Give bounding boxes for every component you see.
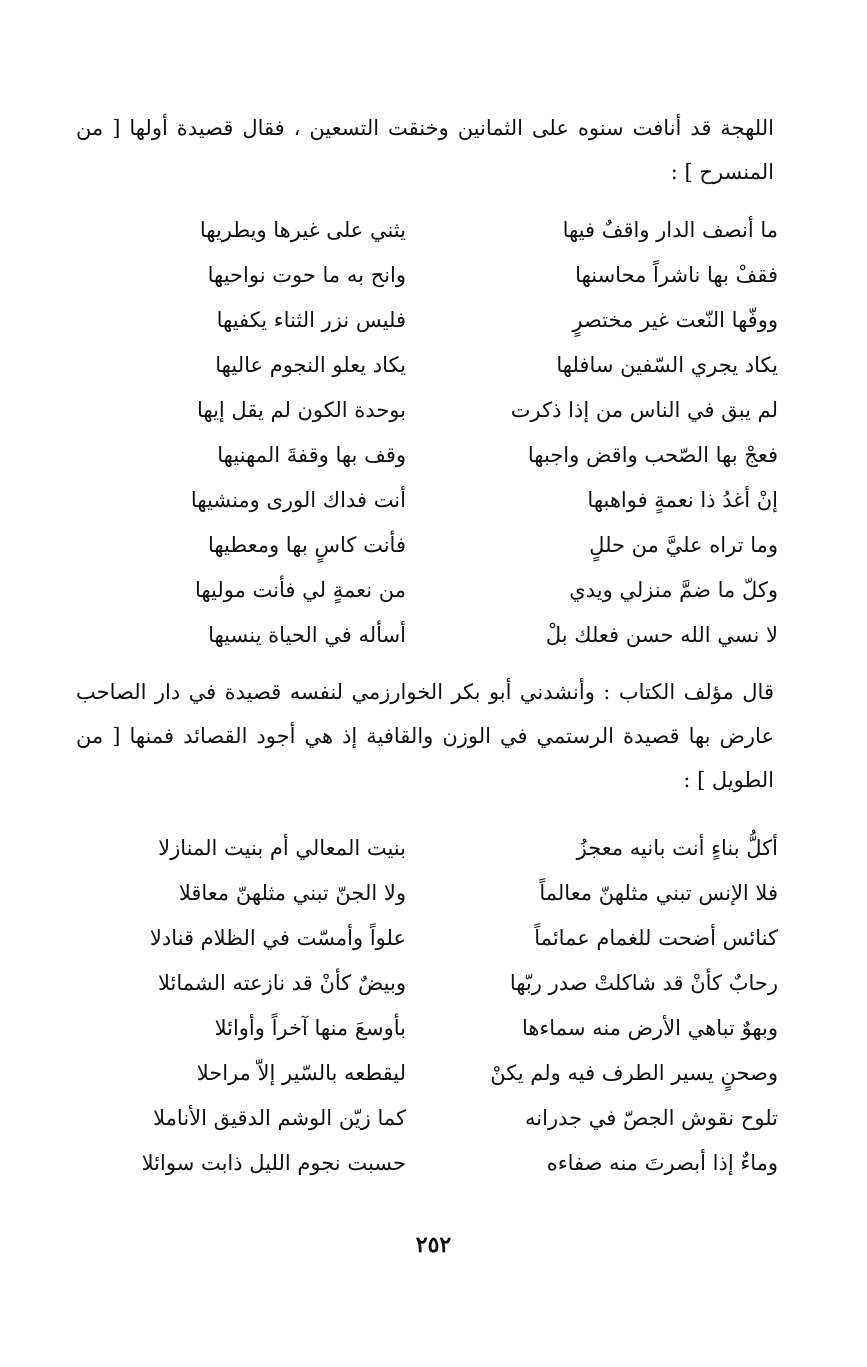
verse-line xyxy=(76,826,778,871)
second-paragraph xyxy=(76,670,774,802)
second-hemistich: أنت فداك الورى ومنشيها xyxy=(190,488,406,512)
first-hemistich: فلا الإنس تبني مثلهنّ معالماً xyxy=(539,881,778,905)
second-hemistich: وبيضٌ كأنْ قد نازعته الشمائلا xyxy=(157,971,406,995)
second-hemistich: بوحدة الكون لم يقل إيها xyxy=(196,398,406,422)
first-hemistich: إنْ أغدُ ذا نعمةٍ فواهبها xyxy=(587,488,778,512)
second-hemistich: فليس نزر الثناء يكفيها xyxy=(216,308,406,332)
verse-line xyxy=(76,1006,778,1051)
intro-paragraph-text: اللهجة قد أنافت سنوه على الثمانين وخنقت التسعين ، فقال قصيدة أولها [ من المنسرح ] : xyxy=(76,116,774,184)
first-hemistich: وكلّ ما ضمَّ منزلي ويدي xyxy=(569,578,778,602)
second-hemistich: من نعمةٍ لي فأنت موليها xyxy=(194,578,406,602)
first-hemistich: يكاد يجري السّفين سافلها xyxy=(556,353,778,377)
verse-line xyxy=(76,433,778,478)
verse-line xyxy=(76,871,778,916)
second-hemistich: وقف بها وقفةَ المهنيها xyxy=(217,443,406,467)
first-hemistich: لم يبق في الناس من إذا ذكرت xyxy=(510,398,778,422)
verse-line xyxy=(76,613,778,658)
verse-line xyxy=(76,1096,778,1141)
verse-line xyxy=(76,961,778,1006)
first-hemistich: وما تراه عليَّ من حللٍ xyxy=(589,533,778,557)
verse-line xyxy=(76,388,778,433)
verse-line xyxy=(76,343,778,388)
second-hemistich: كما زيّن الوشم الدقيق الأناملا xyxy=(153,1106,406,1130)
page-number: ٢٥٢ xyxy=(415,1232,452,1258)
poem-1 xyxy=(76,208,778,658)
second-hemistich: بأوسعَ منها آخراً وأوائلا xyxy=(214,1016,406,1040)
second-hemistich: وانح به ما حوت نواحيها xyxy=(207,263,406,287)
verse-line xyxy=(76,253,778,298)
first-hemistich: لا نسي الله حسن فعلك بلْ xyxy=(545,623,778,647)
first-hemistich: وصحنٍ يسير الطرف فيه ولم يكنْ xyxy=(490,1061,778,1085)
first-hemistich: تلوح نقوش الجصّ في جدرانه xyxy=(525,1106,778,1130)
second-hemistich: بنيت المعالي أم بنيت المنازلا xyxy=(158,836,406,860)
verse-line xyxy=(76,568,778,613)
first-hemistich: وماءٌ إذا أبصرتَ منه صفاءه xyxy=(546,1151,778,1175)
verse-line xyxy=(76,208,778,253)
second-hemistich: علواً وأمسّت في الظلام قنادلا xyxy=(149,926,406,950)
second-hemistich: فأنت كاسٍ بها ومعطيها xyxy=(207,533,406,557)
verse-line xyxy=(76,1141,778,1186)
second-hemistich: ولا الجنّ تبني مثلهنّ معاقلا xyxy=(178,881,406,905)
second-hemistich: أسأله في الحياة ينسيها xyxy=(208,623,406,647)
first-hemistich: ووفّها النّعت غير مختصرٍ xyxy=(572,308,778,332)
second-hemistich: حسبت نجوم الليل ذابت سوائلا xyxy=(141,1151,406,1175)
first-hemistich: أكلُّ بناءٍ أنت بانيه معجزُ xyxy=(576,836,778,860)
verse-line xyxy=(76,298,778,343)
verse-line xyxy=(76,916,778,961)
first-hemistich: رحابٌ كأنْ قد شاكلتْ صدر ربّها xyxy=(509,971,778,995)
second-hemistich: يكاد يعلو النجوم عاليها xyxy=(215,353,406,377)
second-paragraph-text: قال مؤلف الكتاب : وأنشدني أبو بكر الخوارزمي لنفسه قصيدة في دار الصاحب عارض بها قصيدة الرستمي في الوزن والقافية إذ هي أجود القصائد فمنها [ من الطويل ] : xyxy=(76,680,774,792)
first-hemistich: كنائس أضحت للغمام عمائماً xyxy=(534,926,778,950)
verse-line xyxy=(76,478,778,523)
first-hemistich: فقفْ بها ناشراً محاسنها xyxy=(575,263,778,287)
intro-paragraph xyxy=(76,106,774,194)
verse-line xyxy=(76,523,778,568)
first-hemistich: وبهوٌ تباهي الأرض منه سماءها xyxy=(521,1016,778,1040)
second-hemistich: ليقطعه بالسّير إلاّ مراحلا xyxy=(196,1061,406,1085)
first-hemistich: فعجْ بها الصّحب واقض واجبها xyxy=(527,443,778,467)
first-hemistich: ما أنصف الدار واقفٌ فيها xyxy=(562,218,778,242)
second-hemistich: يثني على غيرها ويطريها xyxy=(199,218,406,242)
verse-line xyxy=(76,1051,778,1096)
poem-2 xyxy=(76,826,778,1186)
